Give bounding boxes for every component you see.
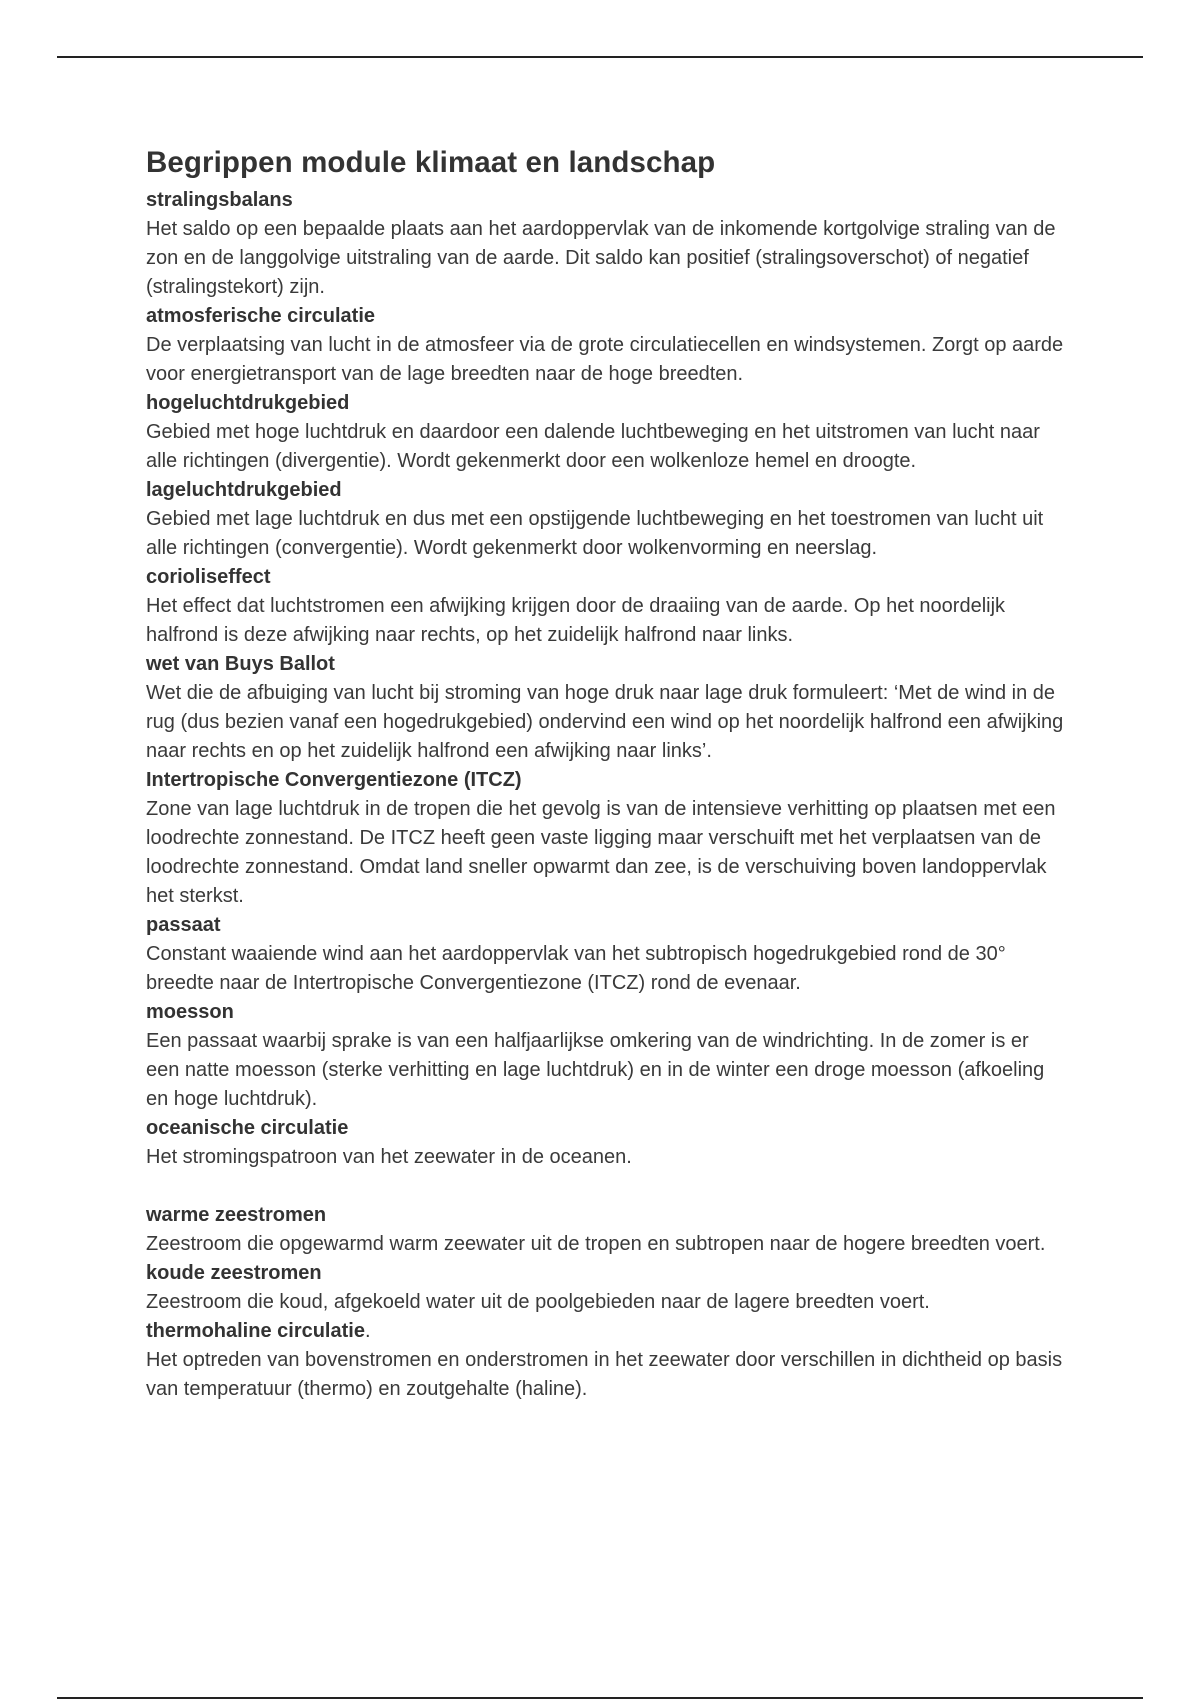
glossary-term-suffix: .	[364, 1320, 371, 1342]
glossary-entry	[146, 911, 1066, 998]
glossary-term: hogeluchtdrukgebied	[146, 392, 350, 414]
glossary-definition: Constant waaiende wind aan het aardoppervlak van het subtropisch hogedrukgebied rond de 30° breedte naar de Intertropische Convergentiezone (ITCZ) rond de evenaar.	[146, 943, 1006, 994]
glossary-term: lageluchtdrukgebied	[146, 479, 342, 501]
header-rule	[57, 56, 1143, 58]
glossary-entry	[146, 563, 1066, 650]
glossary-entry	[146, 650, 1066, 766]
glossary-term: oceanische circulatie	[146, 1117, 349, 1139]
glossary-definition: De verplaatsing van lucht in de atmosfeer via de grote circulatiecellen en windsystemen. Zorgt op aarde voor energietransport van de lage breedten naar de hoge breedten.	[146, 334, 1064, 385]
glossary-term: corioliseffect	[146, 566, 271, 588]
glossary-entry	[146, 1201, 1066, 1259]
glossary-entry	[146, 1317, 1066, 1404]
glossary-definition: Gebied met hoge luchtdruk en daardoor een dalende luchtbeweging en het uitstromen van lucht naar alle richtingen (divergentie). Wordt gekenmerkt door een wolkenloze hemel en droogte.	[146, 421, 1040, 472]
glossary-definition: Wet die de afbuiging van lucht bij stroming van hoge druk naar lage druk formuleert: ‘Met de wind in de rug (dus bezien vanaf een hogedrukgebied) ondervind een wind op het noordelijk halfrond een afwijking naar rechts en op het zuidelijk halfrond een afwijking naar links’.	[146, 682, 1064, 762]
glossary-definition: Het saldo op een bepaalde plaats aan het aardoppervlak van de inkomende kortgolvige straling van de zon en de langgolvige uitstraling van de aarde. Dit saldo kan positief (stralingsoverschot) of negatief (stralingstekort) zijn.	[146, 218, 1056, 298]
glossary-term: koude zeestromen	[146, 1262, 322, 1284]
glossary-definition: Gebied met lage luchtdruk en dus met een opstijgende luchtbeweging en het toestromen van lucht uit alle richtingen (convergentie). Wordt gekenmerkt door wolkenvorming en neerslag.	[146, 508, 1044, 559]
glossary-entry	[146, 476, 1066, 563]
glossary-definition: Het stromingspatroon van het zeewater in de oceanen.	[146, 1146, 632, 1168]
glossary-entry	[146, 1259, 1066, 1317]
glossary-definition: Zone van lage luchtdruk in de tropen die het gevolg is van de intensieve verhitting op plaatsen met een loodrechte zonnestand. De ITCZ heeft geen vaste ligging maar verschuift met het verplaatsen van de loodrechte zonnestand. Omdat land sneller opwarmt dan zee, is de verschuiving boven landoppervlak het sterkst.	[146, 798, 1056, 907]
glossary-definition: Het effect dat luchtstromen een afwijking krijgen door de draaiing van de aarde. Op het noordelijk halfrond is deze afwijking naar rechts, op het zuidelijk halfrond naar links.	[146, 595, 1006, 646]
glossary-term: moesson	[146, 1001, 234, 1023]
paragraph-spacer	[146, 1172, 1066, 1201]
glossary-definition: Zeestroom die koud, afgekoeld water uit de poolgebieden naar de lagere breedten voert.	[146, 1291, 930, 1313]
glossary-entry	[146, 302, 1066, 389]
glossary-definition: Het optreden van bovenstromen en onderstromen in het zeewater door verschillen in dichtheid op basis van temperatuur (thermo) en zoutgehalte (haline).	[146, 1349, 1063, 1400]
glossary-term: warme zeestromen	[146, 1204, 327, 1226]
glossary-term: wet van Buys Ballot	[146, 653, 335, 675]
glossary-term-text: thermohaline circulatie	[146, 1320, 365, 1342]
glossary-definition: Zeestroom die opgewarmd warm zeewater uit de tropen en subtropen naar de hogere breedten voert.	[146, 1233, 1046, 1255]
footer-rule	[57, 1697, 1143, 1699]
glossary-definition: Een passaat waarbij sprake is van een halfjaarlijkse omkering van de windrichting. In de zomer is er een natte moesson (sterke verhitting en lage luchtdruk) en in de winter een droge moesson (afkoeling en hoge luchtdruk).	[146, 1030, 1045, 1110]
glossary-term: Intertropische Convergentiezone (ITCZ)	[146, 769, 522, 791]
glossary-entry	[146, 766, 1066, 911]
glossary-entry	[146, 186, 1066, 302]
page-title: Begrippen module klimaat en landschap	[146, 146, 716, 179]
glossary-entry	[146, 998, 1066, 1114]
glossary-entry	[146, 1114, 1066, 1172]
glossary-entry	[146, 389, 1066, 476]
glossary-term: atmosferische circulatie	[146, 305, 375, 327]
glossary-term	[146, 1317, 1066, 1346]
glossary-term: passaat	[146, 914, 221, 936]
document-body	[146, 142, 1066, 1404]
glossary-term: stralingsbalans	[146, 189, 293, 211]
